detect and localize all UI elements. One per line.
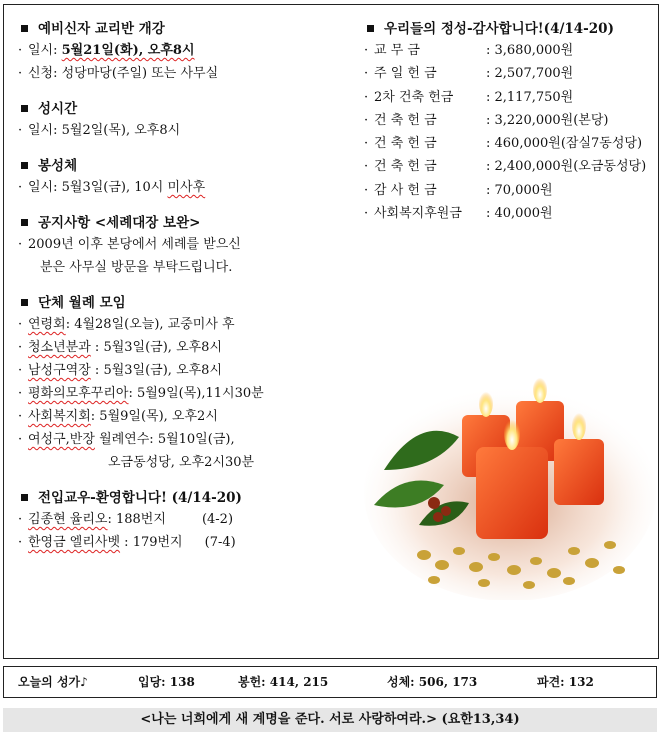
square-bullet-icon bbox=[21, 162, 28, 169]
offering-label: 2차 건축 헌금 bbox=[374, 89, 454, 105]
offering-row: · 건 축 헌 금 : 3,220,000원(본당) bbox=[364, 109, 662, 132]
meeting-item: · 남성구역장 : 5월3일(금), 오후8시 bbox=[18, 363, 223, 378]
catechism-date-line: · 일시: 5월21일(화), 오후8시 bbox=[18, 43, 195, 58]
offering-row: · 사회복지후원금 : 40,000원 bbox=[364, 202, 662, 225]
offering-value: : 70,000원 bbox=[486, 182, 553, 198]
section-title-offerings: 우리들의 정성-감사합니다!(4/14-20) bbox=[364, 19, 662, 39]
offering-label: 건 축 헌 금 bbox=[374, 136, 437, 152]
offering-value: : 460,000원(잠실7동성당) bbox=[486, 136, 643, 152]
offerings-list bbox=[364, 39, 662, 225]
hymn-offertory: 봉헌: 414, 215 bbox=[238, 675, 329, 689]
meeting-item-continued: 오금동성당, 오후2시30분 bbox=[108, 455, 255, 470]
section-title-holy-hour: 성시간 bbox=[18, 99, 348, 119]
square-bullet-icon bbox=[21, 494, 28, 501]
meeting-item: · 사회복지회: 5월9일(목), 오후2시 bbox=[18, 409, 218, 424]
meeting-item: · 청소년분과 : 5월3일(금), 오후8시 bbox=[18, 340, 223, 355]
hymn-bar bbox=[3, 666, 657, 698]
left-column bbox=[18, 19, 348, 554]
right-column bbox=[364, 19, 662, 225]
square-bullet-icon bbox=[21, 105, 28, 112]
square-bullet-icon bbox=[21, 219, 28, 226]
offering-value: : 40,000원 bbox=[486, 206, 553, 222]
catechism-date: 5월21일(화), 오후8시 bbox=[61, 43, 195, 58]
hymn-communion: 성체: 506, 173 bbox=[387, 675, 478, 689]
offering-row: · 건 축 헌 금 : 2,400,000원(오금동성당) bbox=[364, 155, 662, 178]
candles-illustration bbox=[364, 375, 656, 600]
notice-line-1: · 2009년 이후 본당에서 세례를 받으신 bbox=[18, 237, 241, 252]
section-title-catechism: 예비신자 교리반 개강 bbox=[18, 19, 348, 39]
offering-label: 교 무 금 bbox=[374, 43, 420, 58]
square-bullet-icon bbox=[367, 25, 374, 32]
bulletin-main-box bbox=[3, 4, 659, 659]
square-bullet-icon bbox=[21, 25, 28, 32]
offering-row: · 주 일 헌 금 : 2,507,700원 bbox=[364, 62, 662, 85]
square-bullet-icon bbox=[21, 299, 28, 306]
offering-value: : 3,680,000원 bbox=[486, 43, 574, 58]
hymn-dismissal: 파견: 132 bbox=[537, 675, 594, 689]
offering-value: : 3,220,000원(본당) bbox=[486, 112, 609, 128]
offering-label: 사회복지후원금 bbox=[374, 206, 462, 222]
meeting-item: · 연령회: 4월28일(오늘), 교중미사 후 bbox=[18, 317, 235, 332]
communion-visit-line: · 일시: 5월3일(금), 10시 미사후 bbox=[18, 180, 206, 195]
section-title-notice: 공지사항 <세례대장 보완> bbox=[18, 213, 348, 233]
offering-row: · 감 사 헌 금 : 70,000원 bbox=[364, 179, 662, 202]
section-title-new-parishioners: 전입교우-환영합니다! (4/14-20) bbox=[18, 488, 348, 508]
offering-label: 주 일 헌 금 bbox=[374, 66, 437, 82]
offering-value: : 2,400,000원(오금동성당) bbox=[486, 159, 647, 175]
section-title-communion-visit: 봉성체 bbox=[18, 156, 348, 176]
holy-hour-line: · 일시: 5월2일(목), 오후8시 bbox=[18, 123, 181, 138]
offering-label: 건 축 헌 금 bbox=[374, 112, 437, 128]
meeting-item: · 여성구,반장 월례연수: 5월10일(금), bbox=[18, 432, 235, 447]
hymn-entrance: 입당: 138 bbox=[138, 675, 195, 689]
offering-value: : 2,507,700원 bbox=[486, 66, 574, 82]
scripture-verse: <나는 너희에게 새 계명을 준다. 서로 사랑하여라.> (요한13,34) bbox=[3, 708, 657, 732]
meeting-item: · 평화의모후꾸리아: 5월9일(목),11시30분 bbox=[18, 386, 264, 401]
offering-label: 감 사 헌 금 bbox=[374, 182, 437, 198]
notice-line-2: 분은 사무실 방문을 부탁드립니다. bbox=[40, 260, 233, 275]
offering-row: · 2차 건축 헌금 : 2,117,750원 bbox=[364, 86, 662, 109]
section-title-group-meetings: 단체 월례 모임 bbox=[18, 293, 348, 313]
offering-label: 건 축 헌 금 bbox=[374, 159, 437, 175]
new-parishioner-item: · 김종현 율리오: 188번지 (4-2) bbox=[18, 512, 234, 527]
new-parishioner-item: · 한영금 엘리사벳 : 179번지 (7-4) bbox=[18, 535, 236, 550]
hymn-label: 오늘의 성가♪ bbox=[18, 675, 88, 689]
offering-row: · 건 축 헌 금 : 460,000원(잠실7동성당) bbox=[364, 132, 662, 155]
offering-value: : 2,117,750원 bbox=[486, 89, 574, 105]
offering-row: · 교 무 금 : 3,680,000원 bbox=[364, 39, 662, 62]
catechism-apply-line: · 신청: 성당마당(주일) 또는 사무실 bbox=[18, 66, 219, 81]
